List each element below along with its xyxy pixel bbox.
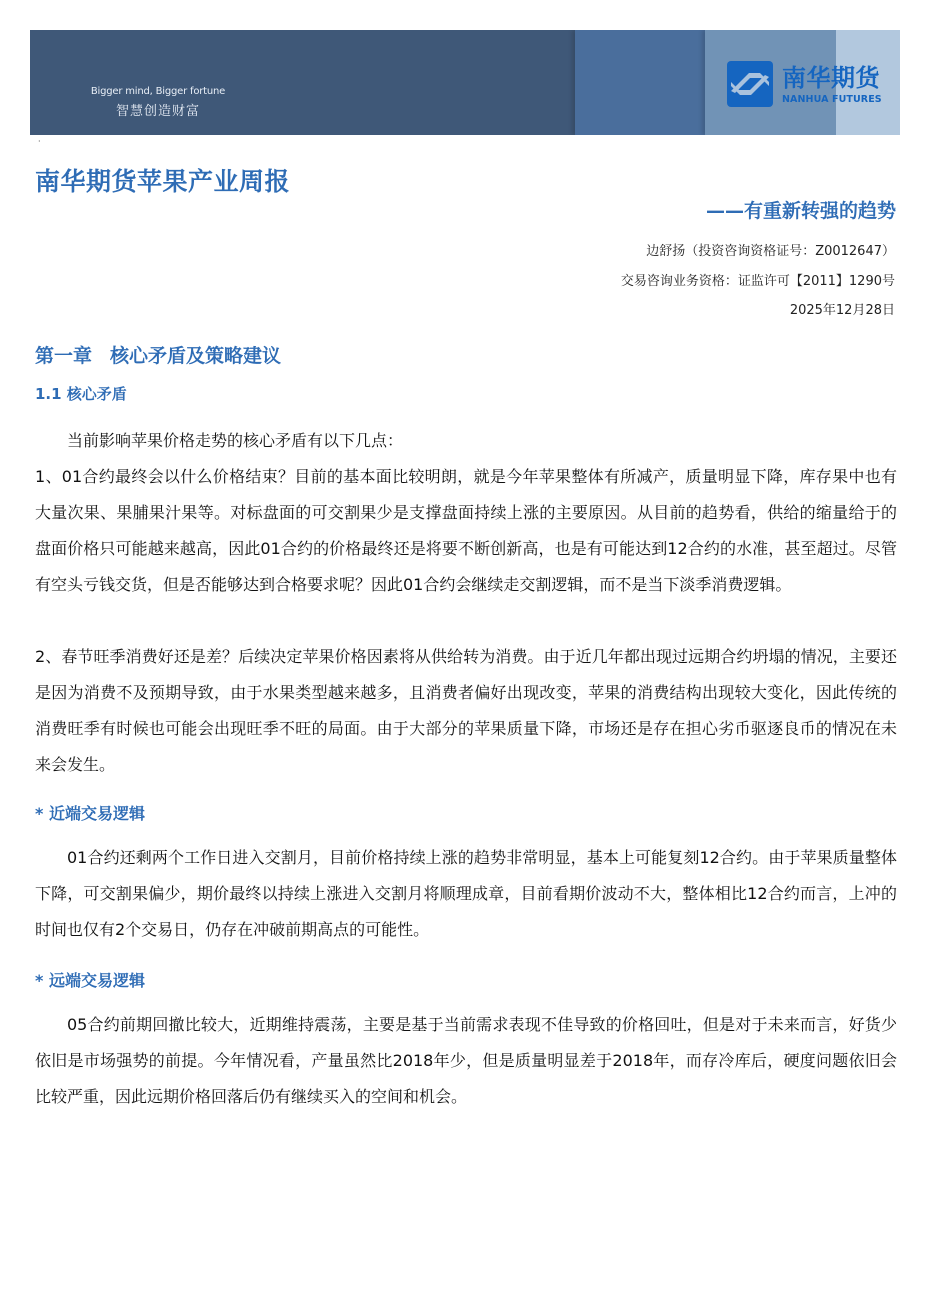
- chapter-number: 第一章: [35, 345, 93, 367]
- nanhua-logo-text: [782, 64, 882, 105]
- section-heading: 1.1 核心矛盾: [35, 385, 127, 403]
- near-term-heading: * 近端交易逻辑: [35, 804, 145, 823]
- logo-cn: 南华期货: [782, 64, 880, 92]
- far-term-heading: * 远端交易逻辑: [35, 971, 145, 990]
- report-date: 2025年12月28日: [789, 303, 895, 318]
- report-title: 南华期货苹果产业周报: [35, 167, 291, 196]
- page-marker: ·: [38, 137, 41, 146]
- nanhua-logo-icon: [727, 61, 773, 107]
- chapter-heading: [35, 341, 281, 368]
- intro-paragraph: 当前影响苹果价格走势的核心矛盾有以下几点：: [67, 431, 404, 450]
- slogan-en: Bigger mind, Bigger fortune: [90, 86, 226, 97]
- point-2-paragraph: 2、春节旺季消费好还是差？后续决定苹果价格因素将从供给转为消费。由于近几年都出现过远期合约坍塌的情况，主要还是因为消费不及预期导致，由于水果类型越来越多，且消费者偏好出现改变，苹果的消费结构出现较大变化，因此传统的消费旺季有时候也可能会出现旺季不旺的局面。由于大部分的苹果质量下降，市场还是存在担心劣币驱逐良币的情况在未来会发生。: [35, 647, 897, 774]
- header-banner: [30, 30, 900, 135]
- banner-panel-mid: [575, 30, 705, 135]
- qualification-line: 交易咨询业务资格：证监许可【2011】1290号: [620, 274, 895, 289]
- near-term-paragraph: 01合约还剩两个工作日进入交割月，目前价格持续上涨的趋势非常明显，基本上可能复刻12合约。由于苹果质量整体下降，可交割果偏少，期价最终以持续上涨进入交割月将顺理成章，目前看期价波动不大，整体相比12合约而言，上冲的时间也仅有2个交易日，仍存在冲破前期高点的可能性。: [35, 848, 897, 939]
- author-line: 边舒扬（投资咨询资格证号：Z0012647）: [646, 244, 895, 259]
- slogan-cn: 智慧创造财富: [115, 104, 200, 119]
- report-subtitle: ——有重新转强的趋势: [705, 200, 896, 222]
- slogan: [88, 86, 228, 119]
- point-1-paragraph: 1、01合约最终会以什么价格结束？目前的基本面比较明朗，就是今年苹果整体有所减产，质量明显下降，库存果中也有大量次果、果脯果汁果等。对标盘面的可交割果少是支撑盘面持续上涨的主要原因。从目前的趋势看，供给的缩量给于的盘面价格只可能越来越高，因此01合约的价格最终还是将要不断创新高，也是有可能达到12合约的水准，甚至超过。尽管有空头亏钱交货，但是否能够达到合格要求呢？因此01合约会继续走交割逻辑，而不是当下淡季消费逻辑。: [35, 467, 897, 594]
- far-term-paragraph: 05合约前期回撤比较大，近期维持震荡，主要是基于当前需求表现不佳导致的价格回吐，但是对于未来而言，好货少依旧是市场强势的前提。今年情况看，产量虽然比2018年少，但是质量明显差于2018年，而存冷库后，硬度问题依旧会比较严重，因此远期价格回落后仍有继续买入的空间和机会。: [35, 1015, 897, 1106]
- logo-en: NANHUA FUTURES: [782, 94, 882, 105]
- chapter-title: 核心矛盾及策略建议: [110, 345, 282, 367]
